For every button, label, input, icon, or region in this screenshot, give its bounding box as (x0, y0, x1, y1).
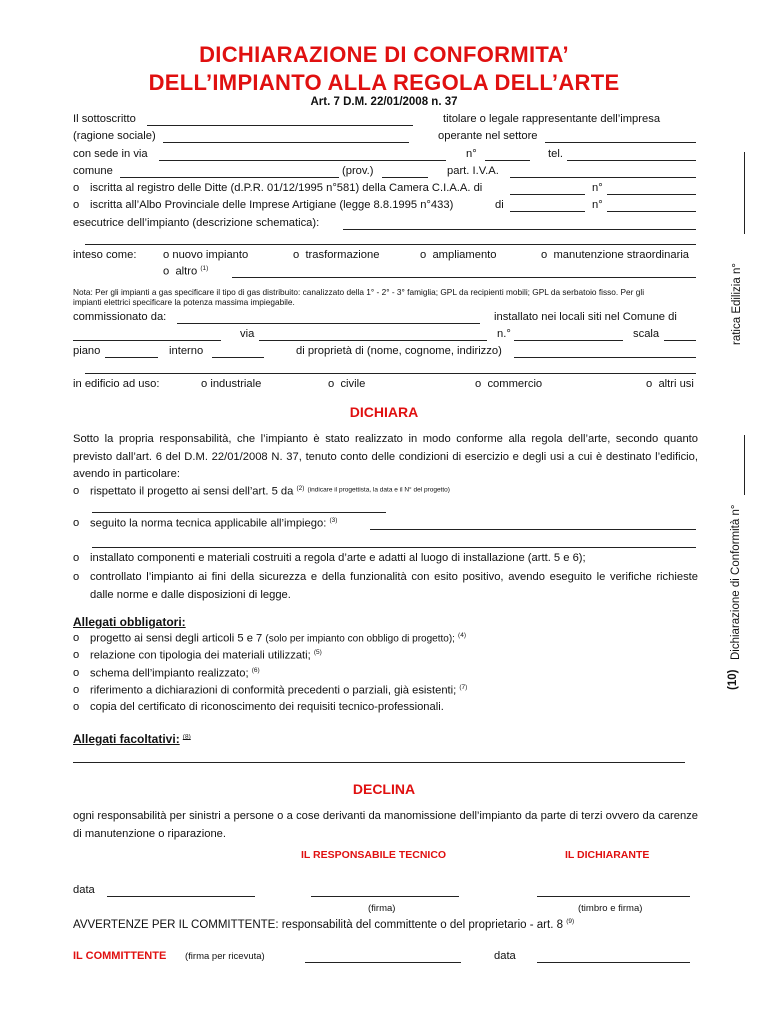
checkbox-item2[interactable]: o (73, 517, 80, 529)
label-iva: part. I.V.A. (447, 165, 499, 177)
label-comune: comune (73, 165, 113, 177)
item1-sup: (2) (296, 485, 305, 492)
label-scala: scala (633, 328, 660, 340)
checkbox-industriale[interactable]: o industriale (201, 378, 262, 390)
field-sottoscritto[interactable] (147, 125, 413, 126)
item2-text (90, 517, 337, 530)
checkbox-civile[interactable]: o civile (328, 378, 366, 390)
allegati-facoltativi-heading: Allegati facoltativi: (73, 732, 180, 746)
nota-line-1: Nota: Per gli impianti a gas specificare il tipo di gas distribuito: canalizzato della 1° - 2° - 3° famiglia; GPL da recipienti mobili; GPL da serbatoio fisso. Per gli (73, 287, 645, 297)
field-firma-dichiarante[interactable] (537, 896, 690, 897)
item4-text: controllato l’impianto ai fini della sicurezza e della funzionalità con esito positivo, avendo eseguito le verifiche richieste dalle norme e dalle disposizioni di legge. (90, 571, 698, 601)
field-ragione-sociale[interactable] (163, 142, 409, 143)
label-timbro: (timbro e firma) (578, 903, 643, 914)
label-n-ditte: n° (592, 182, 603, 194)
field-albo-n[interactable] (607, 211, 696, 212)
allegato-1-sup: (4) (458, 632, 466, 639)
avvertenze (73, 918, 574, 931)
pratica-edilizia-label: ratica Edilizia n° (731, 263, 743, 345)
allegato-4-text: riferimento a dichiarazioni di conformità precedenti o parziali, già esistenti; (90, 684, 457, 697)
allegato-4-sup: (7) (459, 684, 468, 691)
dichiara-heading: DICHIARA (349, 404, 419, 420)
item2-sup: (3) (329, 517, 338, 524)
label-sottoscritto: Il sottoscritto (73, 113, 136, 125)
field-firma-responsabile[interactable] (311, 896, 459, 897)
committente-label: IL COMMITTENTE (73, 950, 167, 962)
allegato-1-text: progetto ai sensi degli articoli 5 e 7 (90, 632, 263, 645)
label-n-albo: n° (592, 199, 603, 211)
label-iscritta-ditte: iscritta al registro delle Ditte (d.P.R. 01/12/1995 n°581) della Camera C.I.A.A. di (90, 182, 483, 194)
label-via: via (240, 328, 255, 340)
label-esecutrice: esecutrice dell’impianto (descrizione schematica): (73, 217, 320, 229)
label-altri-usi: altri usi (658, 378, 694, 390)
label-firma-ricevuta: (firma per ricevuta) (185, 951, 265, 962)
checkbox-allegato-2[interactable]: o (73, 649, 80, 661)
checkbox-allegato-1[interactable]: o (73, 632, 80, 644)
field-numero[interactable] (514, 340, 623, 341)
label-industriale: industriale (210, 378, 262, 390)
checkbox-altro[interactable]: o altro $^{(1)}$ (163, 265, 209, 278)
label-manutenzione: manutenzione straordinaria (553, 249, 690, 261)
label-altro: altro (175, 265, 198, 278)
field-esecutrice[interactable] (343, 229, 696, 230)
item1-label: rispettato il progetto ai sensi dell’art. 5 da (90, 485, 294, 498)
label-proprieta: di proprietà di (nome, cognome, indirizzo) (296, 345, 502, 357)
field-sede-n[interactable] (485, 160, 530, 161)
label-prov: (prov.) (342, 165, 374, 177)
label-edificio: in edificio ad uso: (73, 378, 160, 390)
declina-heading: DECLINA (352, 781, 416, 797)
avvertenze-text: AVVERTENZE PER IL COMMITTENTE: responsabilità del committente o del proprietario - art. 8 (73, 918, 563, 931)
checkbox-allegato-4[interactable]: o (73, 684, 80, 696)
label-operante: operante nel settore (438, 130, 538, 142)
label-piano: piano (73, 345, 101, 357)
item1-note: (indicare il progettista, la data e il N° del progetto) (307, 486, 450, 494)
field-commissionato[interactable] (177, 323, 480, 324)
field-interno[interactable] (212, 357, 264, 358)
allegato-3-text: schema dell’impianto realizzato; (90, 667, 249, 680)
label-firma: (firma) (368, 903, 396, 914)
item1-text (90, 485, 450, 498)
subtitle: Art. 7 D.M. 22/01/2008 n. 37 (310, 96, 458, 108)
field-norma-2[interactable] (92, 547, 696, 548)
label-interno: interno (169, 345, 204, 357)
field-ditte-di[interactable] (510, 194, 585, 195)
allegato-2-text: relazione con tipologia dei materiali utilizzati; (90, 649, 311, 662)
field-settore[interactable] (545, 142, 696, 143)
nota-line-2: impianti elettrici specificare la potenza massima impiegabile. (73, 297, 295, 307)
field-altro[interactable] (232, 277, 696, 278)
allegato-5: copia del certificato di riconoscimento dei requisiti tecnico-professionali. (90, 701, 444, 713)
checkbox-allegato-5[interactable]: o (73, 701, 80, 713)
field-esecutrice-2[interactable] (85, 244, 696, 245)
label-ampliamento: ampliamento (432, 249, 497, 261)
allegato-3 (90, 667, 260, 680)
dichiarante-label: IL DICHIARANTE (565, 849, 650, 861)
checkbox-allegato-3[interactable]: o (73, 667, 80, 679)
field-scala[interactable] (664, 340, 696, 341)
checkbox-manutenzione[interactable]: o manutenzione straordinaria (541, 249, 690, 261)
checkbox-item1[interactable]: o (73, 485, 80, 497)
label-trasformazione: trasformazione (305, 249, 380, 261)
field-data-committente[interactable] (537, 962, 690, 963)
field-prov[interactable] (382, 177, 428, 178)
field-ditte-n[interactable] (607, 194, 696, 195)
item2-label: seguito la norma tecnica applicabile all’impiego: (90, 517, 327, 530)
label-tel: tel. (548, 148, 563, 160)
responsabile-tecnico-label: IL RESPONSABILE TECNICO (301, 849, 447, 861)
field-albo-di[interactable] (510, 211, 585, 212)
label-ragione-sociale: (ragione sociale) (73, 130, 156, 142)
item3-text: installato componenti e materiali costruiti a regola d’arte e adatti al luogo di installazione (artt. 5 e 6); (90, 552, 586, 564)
allegati-facoltativi-sup: (8) (182, 733, 191, 741)
label-civile: civile (340, 378, 366, 390)
dichiara-intro: Sotto la propria responsabilità, che l’impianto è stato realizzato in modo conforme alla regola dell’arte, secondo quanto previsto dall’art. 6 del D.M. 22/01/2008 N. 37, tenuto conto delle condizioni di esercizio e degli usi a cui è destinato l’edificio, avendo in particolare: (73, 433, 698, 481)
label-commissionato: commissionato da: (73, 311, 167, 323)
label-inteso-come: inteso come: (73, 249, 137, 261)
allegato-4 (90, 684, 467, 697)
field-dichiarazione-numero[interactable] (744, 435, 745, 495)
label-nuovo: nuovo impianto (172, 249, 249, 261)
checkbox-nuovo[interactable]: o nuovo impianto (163, 249, 249, 261)
title-line-1: DICHIARAZIONE DI CONFORMITA’ (199, 42, 569, 67)
label-n-dot: n.° (497, 328, 511, 340)
sidebar-note-number: (10) (727, 669, 739, 690)
allegato-3-sup: (6) (251, 667, 260, 674)
checkbox-altri-usi[interactable]: o altri usi (646, 378, 694, 390)
checkbox-item4[interactable]: o (73, 571, 80, 583)
field-comune-installazione[interactable] (73, 340, 221, 341)
checkbox-ditte[interactable]: o (73, 182, 80, 194)
field-proprieta[interactable] (514, 357, 696, 358)
label-titolare: titolare o legale rappresentante dell’impresa (443, 113, 661, 125)
label-commercio: commercio (487, 378, 543, 390)
checkbox-ampliamento[interactable]: o ampliamento (420, 249, 497, 261)
field-proprieta-2[interactable] (85, 373, 696, 374)
allegato-2 (90, 649, 322, 662)
field-comune[interactable] (120, 177, 339, 178)
label-iscritta-albo: iscritta all’Albo Provinciale delle Imprese Artigiane (legge 8.8.1995 n°433) (90, 199, 454, 211)
label-sede-via: con sede in via (73, 148, 148, 160)
checkbox-trasformazione[interactable]: o trasformazione (293, 249, 380, 261)
checkbox-item3[interactable]: o (73, 552, 80, 564)
title-line-2: DELL’IMPIANTO ALLA REGOLA DELL’ARTE (148, 70, 620, 95)
allegati-obbligatori-heading: Allegati obbligatori: (73, 615, 186, 629)
allegato-2-sup: (5) (313, 649, 322, 656)
field-norma[interactable] (370, 529, 696, 530)
field-data[interactable] (107, 896, 255, 897)
checkbox-albo[interactable]: o (73, 199, 80, 211)
dichiarazione-conformita-label: Dichiarazione di Conformità n° (730, 504, 742, 660)
field-via[interactable] (259, 340, 487, 341)
checkbox-commercio[interactable]: o commercio (475, 378, 543, 390)
label-data-2: data (494, 950, 516, 962)
avvertenze-sup: (9) (566, 918, 575, 925)
field-iva[interactable] (510, 177, 696, 178)
field-pratica-edilizia[interactable] (744, 152, 745, 234)
label-n: n° (466, 148, 477, 160)
field-progetto[interactable] (92, 512, 386, 513)
label-di: di (495, 199, 504, 211)
declina-text: ogni responsabilità per sinistri a persone o a cose derivanti da manomissione dell’impianto da parte di terzi ovvero da carenze di manutenzione o riparazione. (73, 810, 698, 840)
label-data: data (73, 884, 95, 896)
field-facoltativi[interactable] (73, 762, 685, 763)
note-ref-1: (1) (200, 265, 209, 272)
field-firma-committente[interactable] (305, 962, 461, 963)
field-tel[interactable] (567, 160, 696, 161)
allegati-facoltativi (73, 732, 191, 746)
allegato-1-small: (solo per impianto con obbligo di progetto); (265, 633, 455, 645)
field-piano[interactable] (105, 357, 158, 358)
allegato-1 (90, 632, 466, 645)
label-installato: installato nei locali siti nel Comune di (494, 311, 677, 323)
field-sede-via[interactable] (159, 160, 446, 161)
